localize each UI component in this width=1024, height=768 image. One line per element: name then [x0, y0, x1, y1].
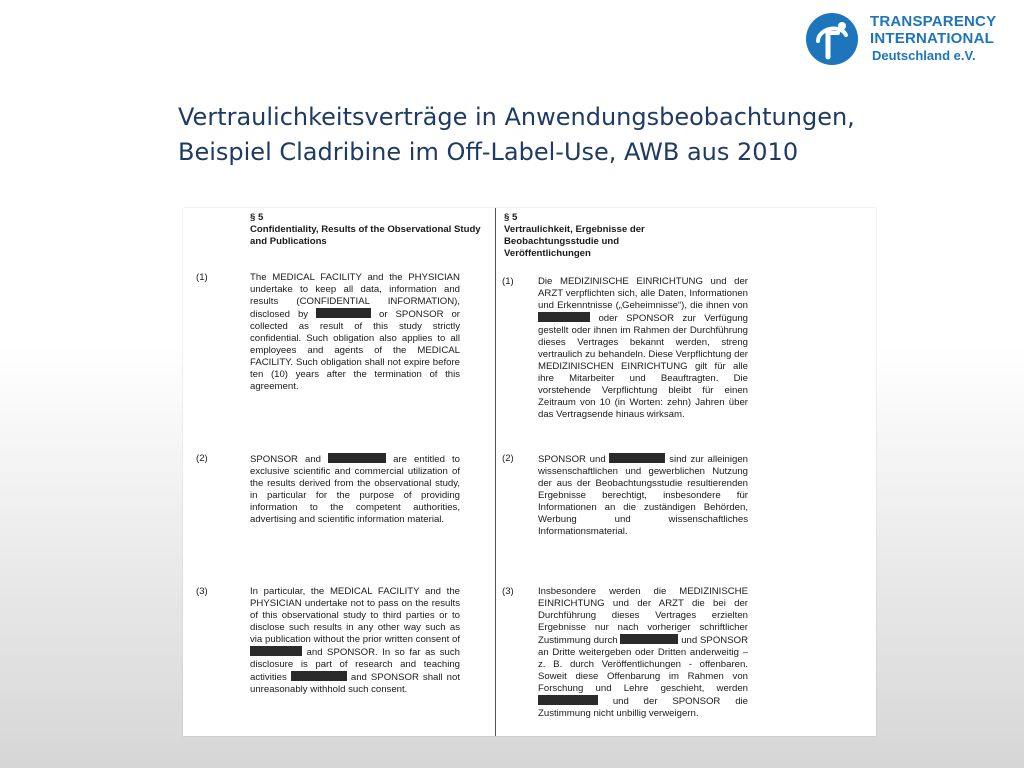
english-heading-text: Confidentiality, Results of the Observational Study and Publications — [250, 224, 481, 247]
logo-line-1: TRANSPARENCY — [870, 13, 997, 30]
english-paragraph-1 — [196, 272, 494, 393]
english-paragraph-3 — [196, 586, 494, 696]
text-segment: und SPONSOR an Dritte weitergeben oder Dritten anderweitig – z. B. durch Veröffentlichungen - offenbaren. Soweit diese Offenbarung im Rahmen von Forschung und Lehre geschieht, werden — [538, 635, 749, 694]
paragraph-number: (3) — [502, 586, 514, 597]
german-section-heading — [504, 212, 748, 260]
redaction-block — [538, 312, 590, 322]
text-segment: SPONSOR and — [250, 454, 322, 465]
redaction-block — [250, 646, 302, 656]
logo-mark-icon — [804, 11, 860, 67]
paragraph-text — [504, 586, 748, 720]
german-heading-line-1: Vertraulichkeit, Ergebnisse der — [504, 224, 645, 235]
column-divider — [495, 208, 496, 736]
text-segment: Die MEDIZINISCHE EINRICHTUNG und der ARZT verpflichten sich, alle Daten, Informationen und Erkenntnisse („Geheimnisse“), die ihnen von — [538, 276, 748, 311]
slide-title-line-1: Vertraulichkeitsverträge in Anwendungsbeobachtungen, — [178, 103, 855, 131]
slide-title-line-2: Beispiel Cladribine im Off-Label-Use, AWB aus 2010 — [178, 138, 799, 166]
paragraph-text — [216, 586, 460, 696]
english-section-number: § 5 — [250, 212, 264, 223]
text-segment: and SPONSOR shall not unreasonably withhold such consent. — [250, 672, 460, 695]
redaction-block — [316, 308, 371, 318]
paragraph-text — [504, 453, 748, 538]
german-paragraph-2 — [504, 453, 748, 538]
text-segment: SPONSOR und — [538, 454, 606, 465]
paragraph-text — [504, 276, 748, 421]
english-column — [196, 212, 494, 695]
text-segment: oder SPONSOR zur Verfügung gestellt oder ihnen im Rahmen der Durchführung dieses Vertrages bekannt werden, streng vertraulich zu behandeln. Diese Verpflichtung der MEDIZINISCHEN EINRICHTUNG gilt für alle ihre Mitarbeiter und Beauftragten. Die vorstehende Verpflichtung bleibt für einen Zeitraum von 10 (in Worten: zehn) Jahren über das Vertragsende hinaus wirksam. — [538, 313, 748, 420]
german-paragraph-1 — [504, 276, 748, 421]
redaction-block — [538, 695, 598, 705]
paragraph-text — [216, 272, 460, 393]
paragraph-number: (1) — [502, 276, 514, 287]
german-column — [502, 212, 749, 719]
slide-title — [178, 100, 978, 170]
transparency-international-logo — [804, 9, 1009, 71]
english-section-heading — [250, 212, 494, 248]
logo-wordmark — [870, 13, 996, 64]
german-paragraph-3 — [504, 586, 748, 720]
text-segment: Insbesondere werden die MEDIZINISCHE EINRICHTUNG und der ARZT die bei der Durchführung dieses Vertrages erzielten Ergebnisse nur nach vorheriger schriftlicher Zustimmung durch — [538, 586, 748, 646]
text-segment: The MEDICAL FACILITY and the PHYSICIAN undertake to keep all data, information and results (CONFIDENTIAL INFORMATION), disclosed by — [250, 272, 460, 320]
paragraph-number: (1) — [196, 272, 208, 283]
german-section-number: § 5 — [504, 212, 518, 223]
english-paragraph-2 — [196, 453, 494, 526]
text-segment: or SPONSOR or collected as result of this study strictly confidential. Such obligation also applies to all employees and agents of the MEDICAL FACILITY. Such obligation shall not expire before ten (10) years after the termination of this agreement. — [250, 309, 460, 392]
text-segment: sind zur alleinigen wissenschaftlichen und gewerblichen Nutzung der aus der Beobachtungsstudie resultierenden Ergebnisse berechtigt, insbesondere für Informationen an die zuständigen Behörden, Werbung und wissenschaftliches Informationsmaterial. — [538, 454, 749, 537]
text-segment: und der SPONSOR die Zustimmung nicht unbillig verweigern. — [538, 696, 748, 719]
paragraph-number: (2) — [502, 453, 514, 464]
redaction-block — [291, 671, 347, 681]
logo-line-2: INTERNATIONAL — [870, 30, 994, 47]
redaction-block — [609, 453, 665, 463]
text-segment: In particular, the MEDICAL FACILITY and the PHYSICIAN undertake not to pass on the results of this observational study to third parties or to disclose such results in any other way such as via publication without the prior written consent of — [250, 586, 460, 645]
text-segment: are entitled to exclusive scientific and commercial utilization of the results derived from the observational study, in particular for the purpose of providing information to the competent authorities, advertising and scientific information material. — [250, 454, 461, 525]
scanned-contract-page — [183, 208, 876, 736]
redaction-block — [328, 453, 386, 463]
text-segment: and SPONSOR. In so far as such disclosure is part of research and teaching activities — [250, 647, 461, 683]
german-heading-line-3: Veröffentlichungen — [504, 248, 591, 259]
paragraph-number: (2) — [196, 453, 208, 464]
redaction-block — [620, 634, 678, 644]
paragraph-number: (3) — [196, 586, 208, 597]
logo-line-3: Deutschland e.V. — [872, 48, 976, 63]
paragraph-text — [216, 453, 460, 526]
german-heading-line-2: Beobachtungsstudie und — [504, 236, 620, 247]
